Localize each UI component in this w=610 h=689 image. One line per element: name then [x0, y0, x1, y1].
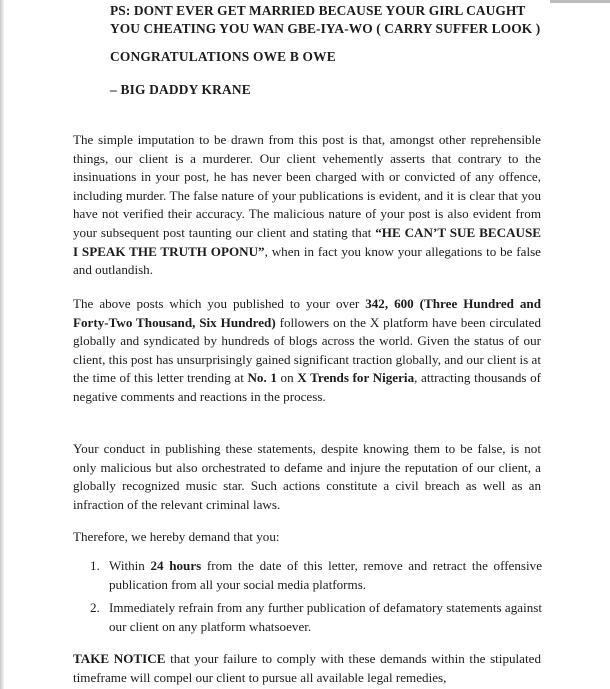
deadline: 24 hours [150, 558, 202, 573]
paragraph-conduct: Your conduct in publishing these statements, despite knowing them to be false, is not only malicious but also orchestrated to defame and injure the reputation of our client, a globally recognized music star. Such actions constitute a civil breach as well as an infraction of the relevant criminal laws. [73, 441, 541, 512]
trend-platform: X Trends for Nigeria [297, 370, 415, 386]
quoted-post-congrats: CONGRATULATIONS OWE B OWE [110, 49, 336, 64]
quoted-post-ps [110, 2, 550, 37]
page-edge-shadow [0, 0, 4, 689]
take-notice-label: TAKE NOTICE [73, 651, 166, 666]
demand-number: 1. [90, 558, 100, 573]
follower-count: 342, 600 (Three Hundred and Forty-Two Thousand, Six Hundred) [73, 296, 541, 330]
paragraph-imputation: The simple imputation to be drawn from this post is that, amongst other reprehensible things, our client is a murderer. Our client vehemently asserts that contrary to the insinuations in your post, he has never been charged with or convicted of any offence, including murder. The false nature of your publications is evident, and it is clear that you have not verified their accuracy. The malicious nature of your post is also evident from your subsequent post taunting our client and stating that “HE CAN’T SUE BECAUSE I SPEAK THE TRUTH OPONU”, when in fact you know your allegations to be false and outlandish. [73, 132, 541, 278]
demand-item-1: 1. Within 24 hours from the date of this letter, remove and retract the offensive publication from all your social media platforms. [90, 558, 542, 592]
trend-rank: No. 1 [247, 370, 277, 386]
paragraph-circulation: The above posts which you published to your over 342, 600 (Three Hundred and Forty-Two Thousand, Six Hundred) followers on the X platform have been circulated globally and syndicated by hundreds of blogs across the world. Given the status of our client, this post has unsurprisingly gained significant traction globally, and our client is at the time of this letter trending at No. 1 on X Trends for Nigeria, attracting thousands of negative comments and reactions in the process. [73, 296, 542, 404]
ps-line-2: YOU CHEATING YOU WAN GBE-IYA-WO ( CARRY SUFFER LOOK ) [110, 20, 541, 36]
demand-item-2: 2. Immediately refrain from any further publication of defamatory statements against our client on any platform whatsoever. [90, 600, 542, 634]
quoted-taunt: “HE CAN’T SUE BECAUSE I SPEAK THE TRUTH OPONU” [73, 224, 541, 259]
demand-number: 2. [90, 600, 100, 615]
page-top-edge [550, 0, 610, 3]
paragraph-take-notice: TAKE NOTICE that your failure to comply with these demands within the stipulated timeframe will compel our client to pursue all available legal remedies, [73, 651, 541, 685]
quoted-post-signature: – BIG DADDY KRANE [110, 82, 251, 97]
ps-line-1: PS: DONT EVER GET MARRIED BECAUSE YOUR GIRL CAUGHT [110, 3, 526, 18]
paragraph-demand-intro: Therefore, we hereby demand that you: [73, 529, 280, 544]
